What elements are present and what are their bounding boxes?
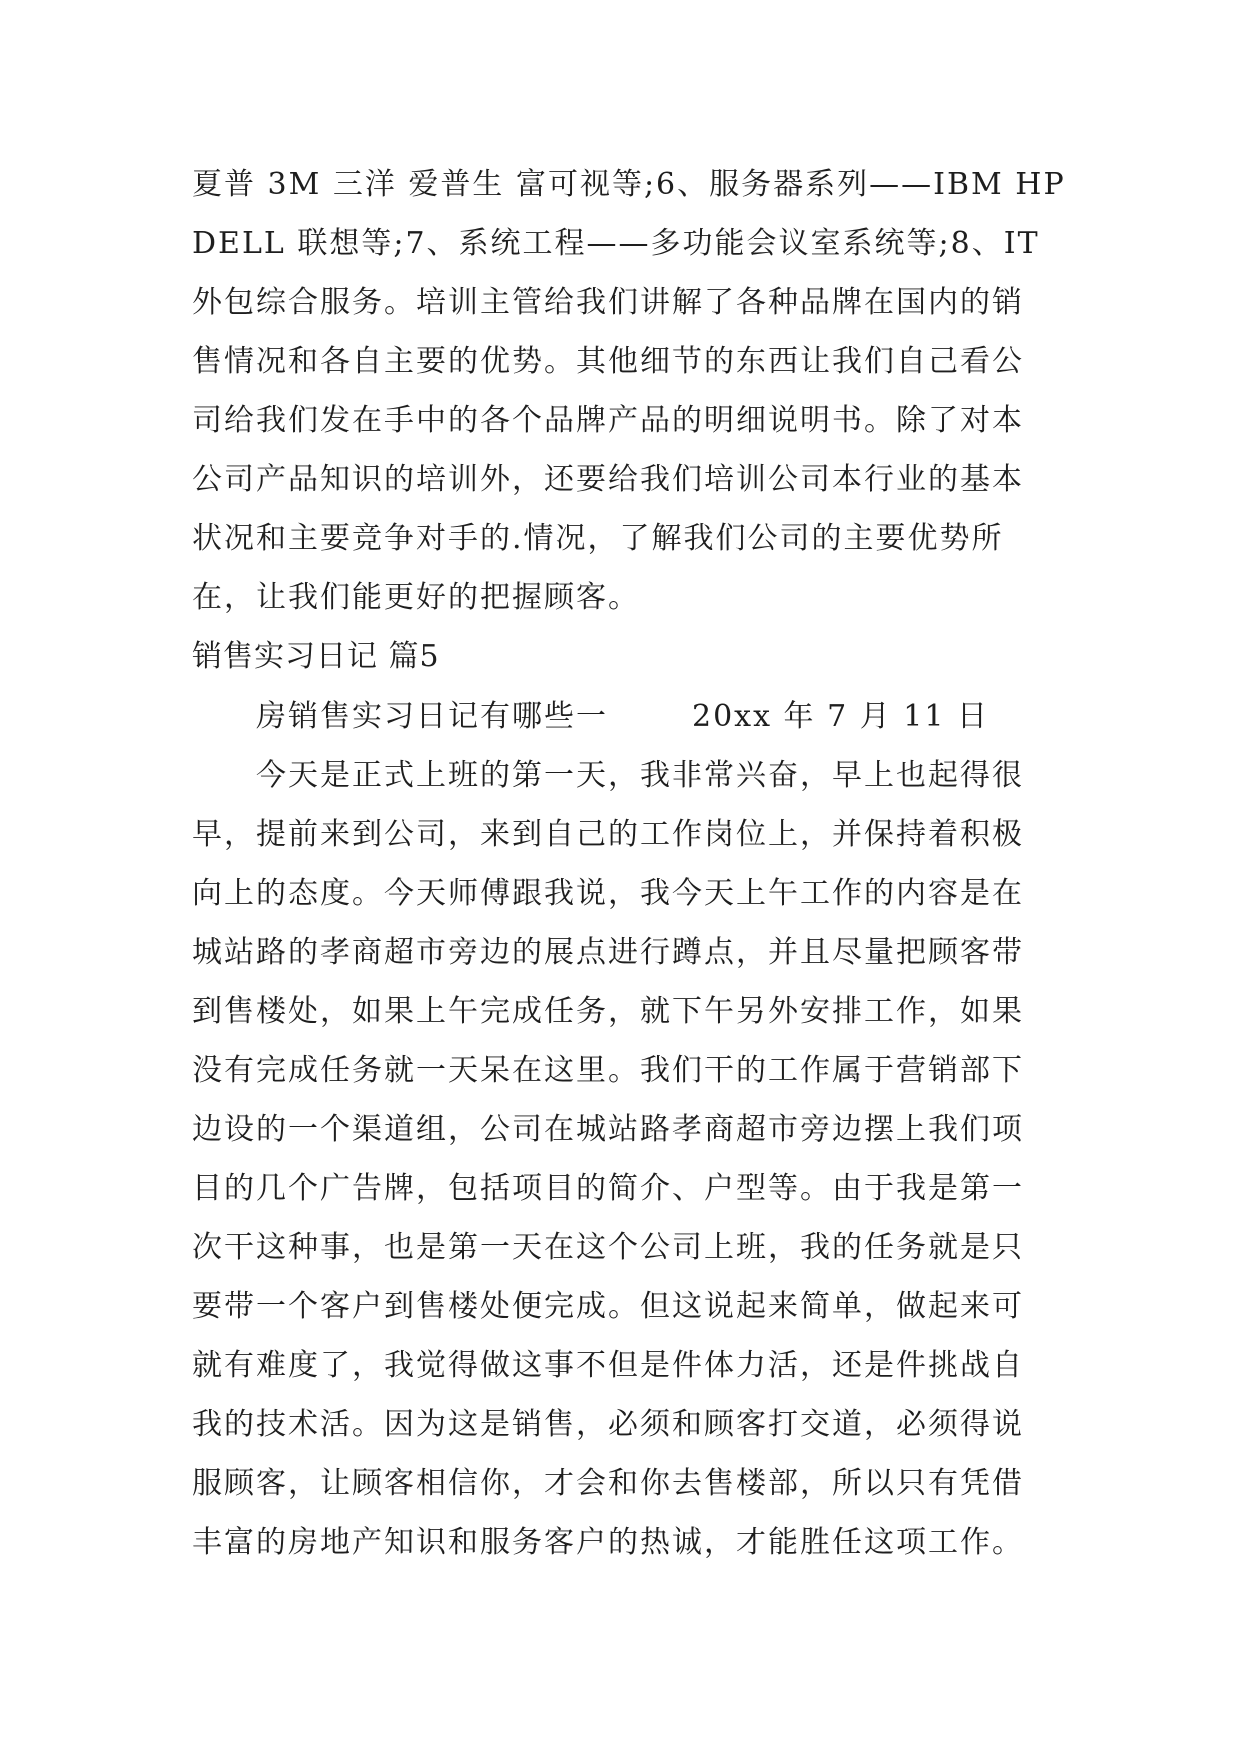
text-line: DELL 联想等;7、系统工程——多功能会议室系统等;8、IT xyxy=(192,226,1040,261)
text-line: 状况和主要竞争对手的.情况，了解我们公司的主要优势所 xyxy=(192,521,1004,556)
text-line: 就有难度了，我觉得做这事不但是件体力活，还是件挑战自 xyxy=(192,1348,1024,1383)
text-line: 外包综合服务。培训主管给我们讲解了各种品牌在国内的销 xyxy=(192,285,1024,320)
entry-date: 20xx 年 7 月 11 日 xyxy=(692,699,989,734)
text-line: 城站路的孝商超市旁边的展点进行蹲点，并且尽量把顾客带 xyxy=(192,935,1024,970)
text-line: 没有完成任务就一天呆在这里。我们干的工作属于营销部下 xyxy=(192,1053,1024,1088)
section-heading: 销售实习日记 篇5 xyxy=(192,639,440,674)
text-line: 公司产品知识的培训外，还要给我们培训公司本行业的基本 xyxy=(192,462,1024,497)
text-line: 要带一个客户到售楼处便完成。但这说起来简单，做起来可 xyxy=(192,1289,1024,1324)
text-line: 目的几个广告牌，包括项目的简介、户型等。由于我是第一 xyxy=(192,1171,1024,1206)
entry-title: 房销售实习日记有哪些一 xyxy=(256,699,608,734)
entry-header xyxy=(256,687,1146,747)
text-line: 夏普 3M 三洋 爱普生 富可视等;6、服务器系列——IBM HP xyxy=(192,167,1066,202)
paragraph-first-line: 今天是正式上班的第一天，我非常兴奋，早上也起得很 xyxy=(256,758,1024,793)
text-line: 售情况和各自主要的优势。其他细节的东西让我们自己看公 xyxy=(192,344,1024,379)
text-line: 在，让我们能更好的把握顾客。 xyxy=(192,580,640,615)
text-line: 向上的态度。今天师傅跟我说，我今天上午工作的内容是在 xyxy=(192,876,1024,911)
text-line: 丰富的房地产知识和服务客户的热诚，才能胜任这项工作。 xyxy=(192,1525,1024,1560)
text-line: 边设的一个渠道组，公司在城站路孝商超市旁边摆上我们项 xyxy=(192,1112,1024,1147)
text-line: 服顾客，让顾客相信你，才会和你去售楼部，所以只有凭借 xyxy=(192,1466,1024,1501)
text-line: 次干这种事，也是第一天在这个公司上班，我的任务就是只 xyxy=(192,1230,1024,1265)
text-line: 早，提前来到公司，来到自己的工作岗位上，并保持着积极 xyxy=(192,817,1024,852)
text-line: 到售楼处，如果上午完成任务，就下午另外安排工作，如果 xyxy=(192,994,1024,1029)
text-line: 司给我们发在手中的各个品牌产品的明细说明书。除了对本 xyxy=(192,403,1024,438)
text-line: 我的技术活。因为这是销售，必须和顾客打交道，必须得说 xyxy=(192,1407,1024,1442)
